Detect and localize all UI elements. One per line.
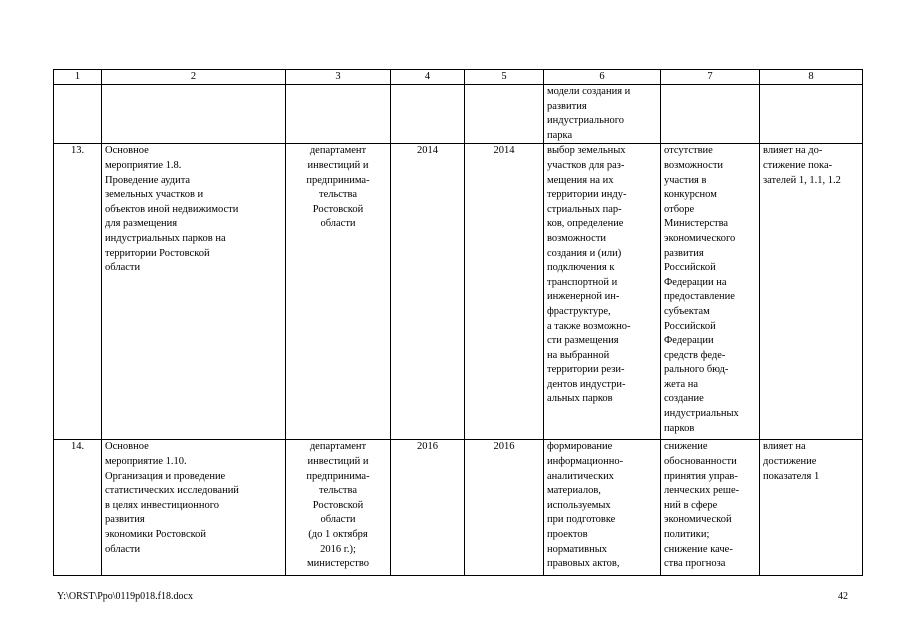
row-number: 13. (54, 144, 102, 440)
indicator-cell (760, 85, 863, 144)
activity-cell (102, 85, 286, 144)
consequence-cell: отсутствие возможности участия в конкурсном отборе Министерства экономического развития Российской Федерации на предоставление субъектам Российской Федерации средств феде- рального бюд- жета на создание индустриальных парков (661, 144, 760, 440)
header-cell: 4 (391, 70, 465, 85)
executor-cell: департамент инвестиций и предпринима- тельства Ростовской области (286, 144, 391, 440)
result-cell: выбор земельных участков для раз- мещения на их территории инду- стриальных пар- ков, определение возможности создания и (или) подключения к транспортной и инженерной ин- фраструктуре, а также возможно- сти размещения на выбранной территории рези- дентов индустри- альных парков (544, 144, 661, 440)
data-table (53, 69, 863, 576)
executor-cell: департамент инвестиций и предпринима- тельства Ростовской области (до 1 октября 2016 г.); министерство (286, 440, 391, 576)
page-number: 42 (838, 591, 848, 602)
consequence-cell: снижение обоснованности принятия управ- ленческих реше- ний в сфере экономической политики; снижение каче- ства прогноза (661, 440, 760, 576)
start-year-cell (391, 85, 465, 144)
header-cell: 7 (661, 70, 760, 85)
end-year-cell (465, 85, 544, 144)
activity-cell: Основное мероприятие 1.10. Организация и проведение статистических исследований в целях инвестиционного развития экономики Ростовской области (102, 440, 286, 576)
file-path: Y:\ORST\Ppo\0119p018.f18.docx (57, 591, 193, 602)
header-cell: 1 (54, 70, 102, 85)
header-cell: 5 (465, 70, 544, 85)
header-cell: 6 (544, 70, 661, 85)
result-cell: модели создания и развития индустриального парка (544, 85, 661, 144)
result-cell: формирование информационно- аналитических материалов, используемых при подготовке проектов нормативных правовых актов, (544, 440, 661, 576)
row-number: 14. (54, 440, 102, 576)
indicator-cell: влияет на до- стижение пока- зателей 1, 1.1, 1.2 (760, 144, 863, 440)
activity-cell: Основное мероприятие 1.8. Проведение аудита земельных участков и объектов иной недвижимости для размещения индустриальных парков на территории Ростовской области (102, 144, 286, 440)
end-year-cell: 2016 (465, 440, 544, 576)
row-number (54, 85, 102, 144)
header-cell: 2 (102, 70, 286, 85)
indicator-cell: влияет на достижение показателя 1 (760, 440, 863, 576)
consequence-cell (661, 85, 760, 144)
table-row (54, 85, 863, 144)
header-cell: 3 (286, 70, 391, 85)
table-row (54, 144, 863, 440)
table-row (54, 440, 863, 576)
header-row (54, 70, 863, 85)
start-year-cell: 2016 (391, 440, 465, 576)
header-cell: 8 (760, 70, 863, 85)
start-year-cell: 2014 (391, 144, 465, 440)
end-year-cell: 2014 (465, 144, 544, 440)
executor-cell (286, 85, 391, 144)
